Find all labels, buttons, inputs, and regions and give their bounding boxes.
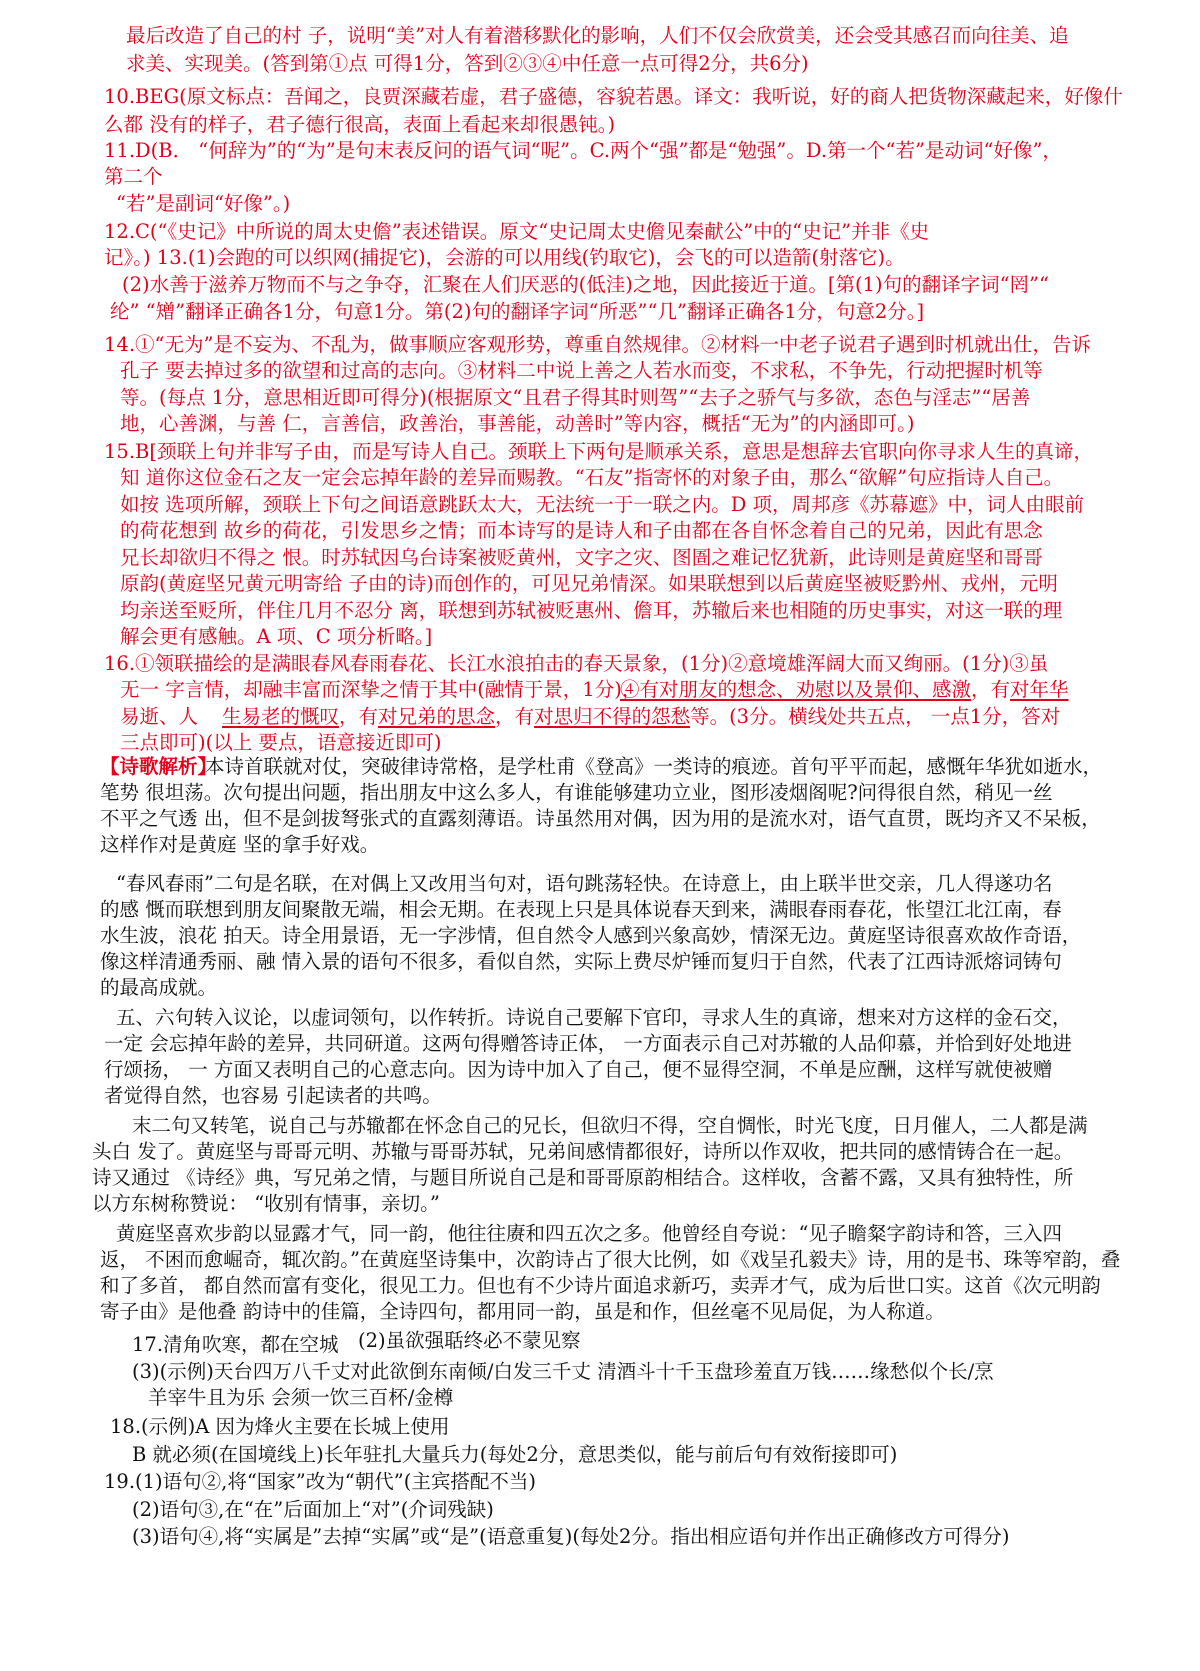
text-line: 易逝、人 xyxy=(120,705,199,728)
q16-line3-continuation xyxy=(222,703,1060,731)
plain-phrase: ，有 xyxy=(339,705,379,728)
text-line: 如按 选项所解，颈联上下句之间语意跳跃太大，无法统一于一联之内。D 项，周邦彦《苏幕遮》中，词人由眼前 xyxy=(120,493,1085,516)
text-line: 孔子 要去掉过多的欲望和过高的志向。③材料二中说上善之人若水而变，不求私，不争先，行动把握时机等 xyxy=(120,359,1043,382)
text-line: “若”是副词“好像”。) xyxy=(116,192,291,215)
text-line: 等。(每点 1分，意思相近即可得分)(根据原文“且君子得其时则驾”“去子之骄气与多欲，态色与淫志”“居善 xyxy=(120,386,1031,409)
text-line: 像这样清通秀丽、融 情入景的语句不很多，看似自然，实际上费尽炉锤而复归于自然，代表了江西诗派熔词铸句 xyxy=(100,950,1062,973)
text-line: 16.①领联描绘的是满眼春风春雨春花、长江水浪拍击的春天景象，(1分)②意境雄浑阔大而又绚丽。(1分)③虽 xyxy=(104,652,1049,675)
text-line: 的感 慨而联想到朋友间聚散无端，相会无期。在表现上只是具体说春天到来，满眼春雨春花，怅望江北江南，春 xyxy=(100,898,1062,921)
text-line: 18.(示例)A 因为烽火主要在长城上使用 xyxy=(110,1415,450,1438)
text-line: 头白 发了。黄庭坚与哥哥元明、苏辙与哥哥苏轼，兄弟间感情都很好，诗所以作双收，把共同的感情铸合在一起。 xyxy=(92,1140,1074,1163)
text-line: 11.D(B． “何辞为”的“为”是句末表反问的语气词“呢”。C.两个“强”都是“勉强”。D.第一个“若”是动词“好像”， xyxy=(104,139,1062,162)
text-line: (2)水善于滋养万物而不与之争夺，汇聚在人们厌恶的(低洼)之地，因此接近于道。[第(1)句的翻译字词“罔”“ xyxy=(122,273,1049,296)
q16-line2-continuation xyxy=(620,676,1069,704)
text-line: 原韵(黄庭坚兄黄元明寄给 子由的诗)而创作的，可见兄弟情深。如果联想到以后黄庭坚被贬黔州、戎州，元明 xyxy=(120,572,1058,595)
underlined-phrase: ④有对朋友的想念、劝慰以及景仰、感激 xyxy=(620,678,972,701)
underlined-phrase: 生易老的慨叹 xyxy=(222,705,340,728)
text-line: 以方东树称赞说： “收别有情事，亲切。” xyxy=(92,1192,440,1215)
text-line: (2)虽欲强聒终必不蒙见察 xyxy=(358,1329,581,1352)
text-line: 末二句又转笔，说自己与苏辙都在怀念自己的兄长，但欲归不得，空自惆怅，时光飞度，日月催人，二人都是满 xyxy=(132,1114,1088,1137)
plain-phrase: ，有 xyxy=(495,705,535,728)
text-line: 无一 字言情，却融丰富而深挚之情于其中(融情于景，1分)， xyxy=(120,678,642,701)
text-line: 12.C(“《史记》中所说的周太史儋”表述错误。原文“史记周太史儋见秦献公”中的“史记”并非《史 xyxy=(104,220,930,243)
text-line: 最后改造了自己的村 子，说明“美”对人有着潜移默化的影响，人们不仅会欣赏美，还会受其感召而向往美、追 xyxy=(126,24,1069,47)
text-line: 纶” “矰”翻译正确各1分，句意1分。第(2)句的翻译字词“所恶”“几”翻译正确各1分，句意2分。] xyxy=(110,300,925,323)
text-line: 么都 没有的样子，君子德行很高，表面上看起来却很愚钝。) xyxy=(104,113,616,136)
text-line: 返， 不困而愈崛奇，辄次韵。”在黄庭坚诗集中，次韵诗占了很大比例，如《戏呈孔毅夫》诗，用的是书、珠等窄韵，叠 xyxy=(100,1248,1121,1271)
underlined-phrase: 对年华 xyxy=(1010,678,1069,701)
text-line: (3)(示例)天台四万八千丈对此欲倒东南倾/白发三千丈 清酒斗十千玉盘珍羞直万钱……缘愁似个长/烹 xyxy=(132,1360,994,1383)
underlined-phrase: 对兄弟的思念 xyxy=(378,705,496,728)
text-line: 的最高成就。 xyxy=(100,976,218,999)
text-line: (3)语句④,将“实属是”去掉“实属”或“是”(语意重复)(每处2分。指出相应语句并作出正确修改方可得分) xyxy=(132,1525,1010,1548)
text-line: 行颂扬， 一 方面又表明自己的心意志向。因为诗中加入了自己，便不显得空洞，不单是应酬，这样写就使被赠 xyxy=(104,1058,1053,1081)
text-line: 羊宰牛且为乐 会须一饮三百杯/金樽 xyxy=(148,1386,454,1409)
text-line: 求美、实现美。(答到第①点 可得1分，答到②③④中任意一点可得2分，共6分) xyxy=(126,52,809,75)
text-line: 15.B[颈联上句并非写子由，而是写诗人自己。颈联上下两句是顺承关系，意思是想辞去官职向你寻求人生的真谛， xyxy=(104,440,1093,463)
text-line: 本诗首联就对仗，突破律诗常格，是学杜甫《登高》一类诗的痕迹。首句平平而起，感慨年华犹如逝水， xyxy=(205,755,1103,778)
text-line: 水生波，浪花 拍天。诗全用景语，无一字涉情，但自然令人感到兴象高妙，情深无边。黄庭坚诗很喜欢故作奇语， xyxy=(100,924,1082,947)
text-line: 解会更有感触。A 项、C 项分析略。] xyxy=(120,625,433,648)
text-line: 一定 会忘掉年龄的差异，共同研道。这两句得赠答诗正体， 一方面表示自己对苏辙的人品仰慕，并恰到好处地进 xyxy=(104,1032,1072,1055)
text-line: 黄庭坚喜欢步韵以显露才气，同一韵，他往往赓和四五次之多。他曾经自夸说：“见子瞻粲字韵诗和答，三入四 xyxy=(116,1222,1062,1245)
text-line: B 就必须(在国境线上)长年驻扎大量兵力(每处2分，意思类似，能与前后句有效衔接即可) xyxy=(132,1443,898,1466)
text-line: 五、六句转入议论，以虚词领句，以作转折。诗说自己要解下官印，寻求人生的真谛，想来对方这样的金石交， xyxy=(116,1006,1072,1029)
poem-analysis-heading: 【诗歌解析】 xyxy=(100,755,218,778)
text-line: 第二个 xyxy=(104,165,163,188)
text-line: 这样作对是黄庭 坚的拿手好戏。 xyxy=(100,833,380,856)
plain-phrase: 等。(3分。横线处共五点， 一点1分，答对 xyxy=(690,705,1061,728)
text-line: 14.①“无为”是不妄为、不乱为，做事顺应客观形势，尊重自然规律。②材料一中老子说君子遇到时机就出仕，告诉 xyxy=(104,333,1091,356)
text-line: 知 道你这位金石之友一定会忘掉年龄的差异而赐教。“石友”指寄怀的对象子由，那么“欲解”句应指诗人自己。 xyxy=(120,466,1064,489)
underlined-phrase: 对思归不得的怨愁 xyxy=(534,705,691,728)
text-line: 三点即可)(以上 要点，语意接近即可) xyxy=(120,731,442,754)
text-line: 寄子由》是他叠 韵诗中的佳篇，全诗四句，都用同一韵，虽是和作，但丝毫不见局促，为人称道。 xyxy=(100,1300,945,1323)
text-line: 17.清角吹寒，都在空城 xyxy=(132,1333,339,1356)
text-line: 者觉得自然，也容易 引起读者的共鸣。 xyxy=(104,1084,442,1107)
text-line: 和了多首， 都自然而富有变化，很见工力。但也有不少诗片面追求新巧，卖弄才气，成为后世口实。这首《次元明韵 xyxy=(100,1274,1101,1297)
text-line: 均亲送至贬所，伴住几月不忍分 离，联想到苏轼被贬惠州、儋耳，苏辙后来也相随的历史事实，对这一联的理 xyxy=(120,599,1063,622)
text-line: 兄长却欲归不得之 恨。时苏轼因乌台诗案被贬黄州，文字之灾、图圄之难记忆犹新，此诗则是黄庭坚和哥哥 xyxy=(120,546,1043,569)
text-line: 笔势 很坦荡。次句提出问题，指出朋友中这么多人，有谁能够建功立业，图形凌烟阁呢?问得很自然，稍见一丝 xyxy=(100,781,1053,804)
text-line: 记》。) 13.(1)会跑的可以织网(捕捉它)，会游的可以用线(钓取它)，会飞的可以造箭(射落它)。 xyxy=(104,246,905,269)
text-line: 19.(1)语句②,将“国家”改为“朝代”(主宾搭配不当) xyxy=(104,1470,536,1493)
plain-phrase: ，有 xyxy=(971,678,1011,701)
text-line: 的荷花想到 故乡的荷花，引发思乡之情；而本诗写的是诗人和子由都在各自怀念着自己的兄弟，因此有思念 xyxy=(120,519,1043,542)
text-line: 10.BEG(原文标点：吾闻之，良贾深藏若虚，君子盛德，容貌若愚。译文：我听说，好的商人把货物深藏起来，好像什 xyxy=(104,85,1123,108)
text-line: “春风春雨”二句是名联，在对偶上又改用当句对，语句跳荡轻快。在诗意上，由上联半世交亲，几人得遂功名 xyxy=(116,872,1053,895)
text-line: 地，心善渊，与善 仁，言善信，政善治，事善能，动善时”等内容，概括“无为”的内涵即可。) xyxy=(120,412,915,435)
text-line: 诗又通过 《诗经》典，写兄弟之情，与题目所说自己是和哥哥原韵相结合。这样收，含蓄不露，又具有独特性，所 xyxy=(92,1166,1074,1189)
text-line: 不平之气透 出，但不是剑拔弩张式的直露刻薄语。诗虽然用对偶，因为用的是流水对，语气直贯，既均齐又不呆板， xyxy=(100,807,1101,830)
text-line: (2)语句③,在“在”后面加上“对”(介词残缺) xyxy=(132,1498,494,1521)
